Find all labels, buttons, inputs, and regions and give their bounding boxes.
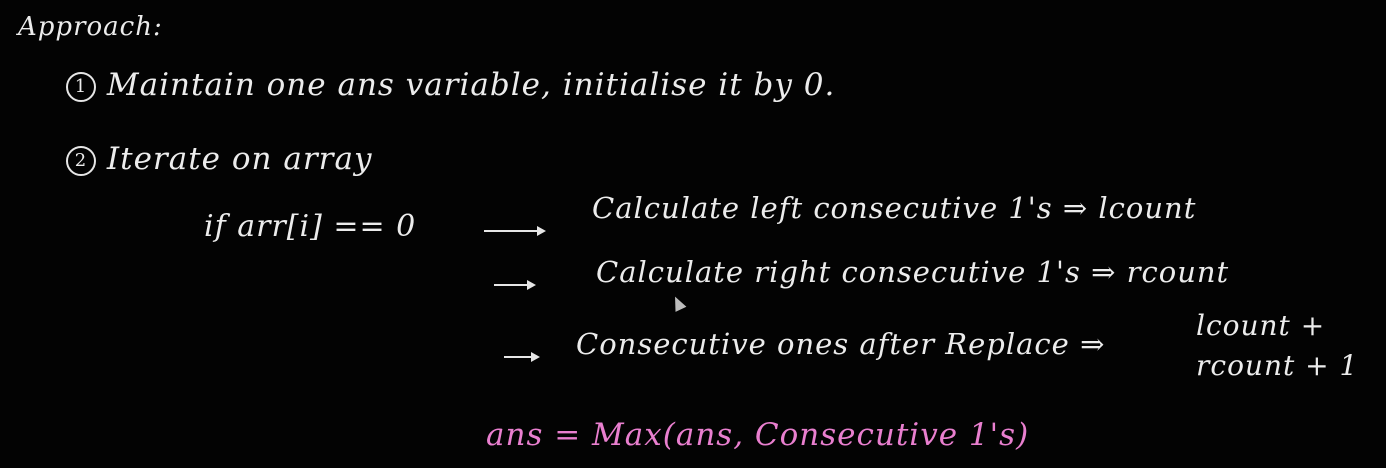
- mouse-pointer-icon: [670, 294, 687, 312]
- arrow-icon: [504, 356, 538, 358]
- branch-after-replace-text: Consecutive ones after Replace: [576, 327, 1070, 361]
- implies-icon: ⇒: [1062, 191, 1089, 225]
- answer-formula: ans = Max(ans, Consecutive 1's): [486, 417, 1030, 453]
- arrow-icon: [494, 284, 534, 286]
- branch-left-text: Calculate left consecutive 1's: [592, 191, 1053, 225]
- step-2: [66, 141, 373, 177]
- step-1: [66, 67, 836, 103]
- branch-left-count: [592, 191, 1197, 225]
- branch-after-replace: [576, 327, 1106, 361]
- branch-after-replace-result-2: rcount + 1: [1196, 349, 1359, 382]
- condition-text: if arr[i] == 0: [204, 209, 417, 244]
- step-2-text: Iterate on array: [106, 141, 373, 177]
- branch-right-count: [596, 255, 1230, 289]
- implies-icon: ⇒: [1080, 327, 1106, 361]
- implies-icon: ⇒: [1091, 255, 1117, 289]
- branch-right-text: Calculate right consecutive 1's: [596, 255, 1081, 289]
- step-1-text: Maintain one ans variable, initialise it by 0.: [106, 67, 836, 103]
- step-1-number: 1: [66, 72, 96, 102]
- step-2-number: 2: [66, 146, 96, 176]
- arrow-icon: [484, 230, 544, 232]
- branch-right-result: rcount: [1126, 255, 1230, 289]
- approach-heading: Approach:: [18, 12, 163, 42]
- branch-after-replace-result-1: lcount +: [1196, 309, 1326, 342]
- branch-left-result: lcount: [1098, 191, 1197, 225]
